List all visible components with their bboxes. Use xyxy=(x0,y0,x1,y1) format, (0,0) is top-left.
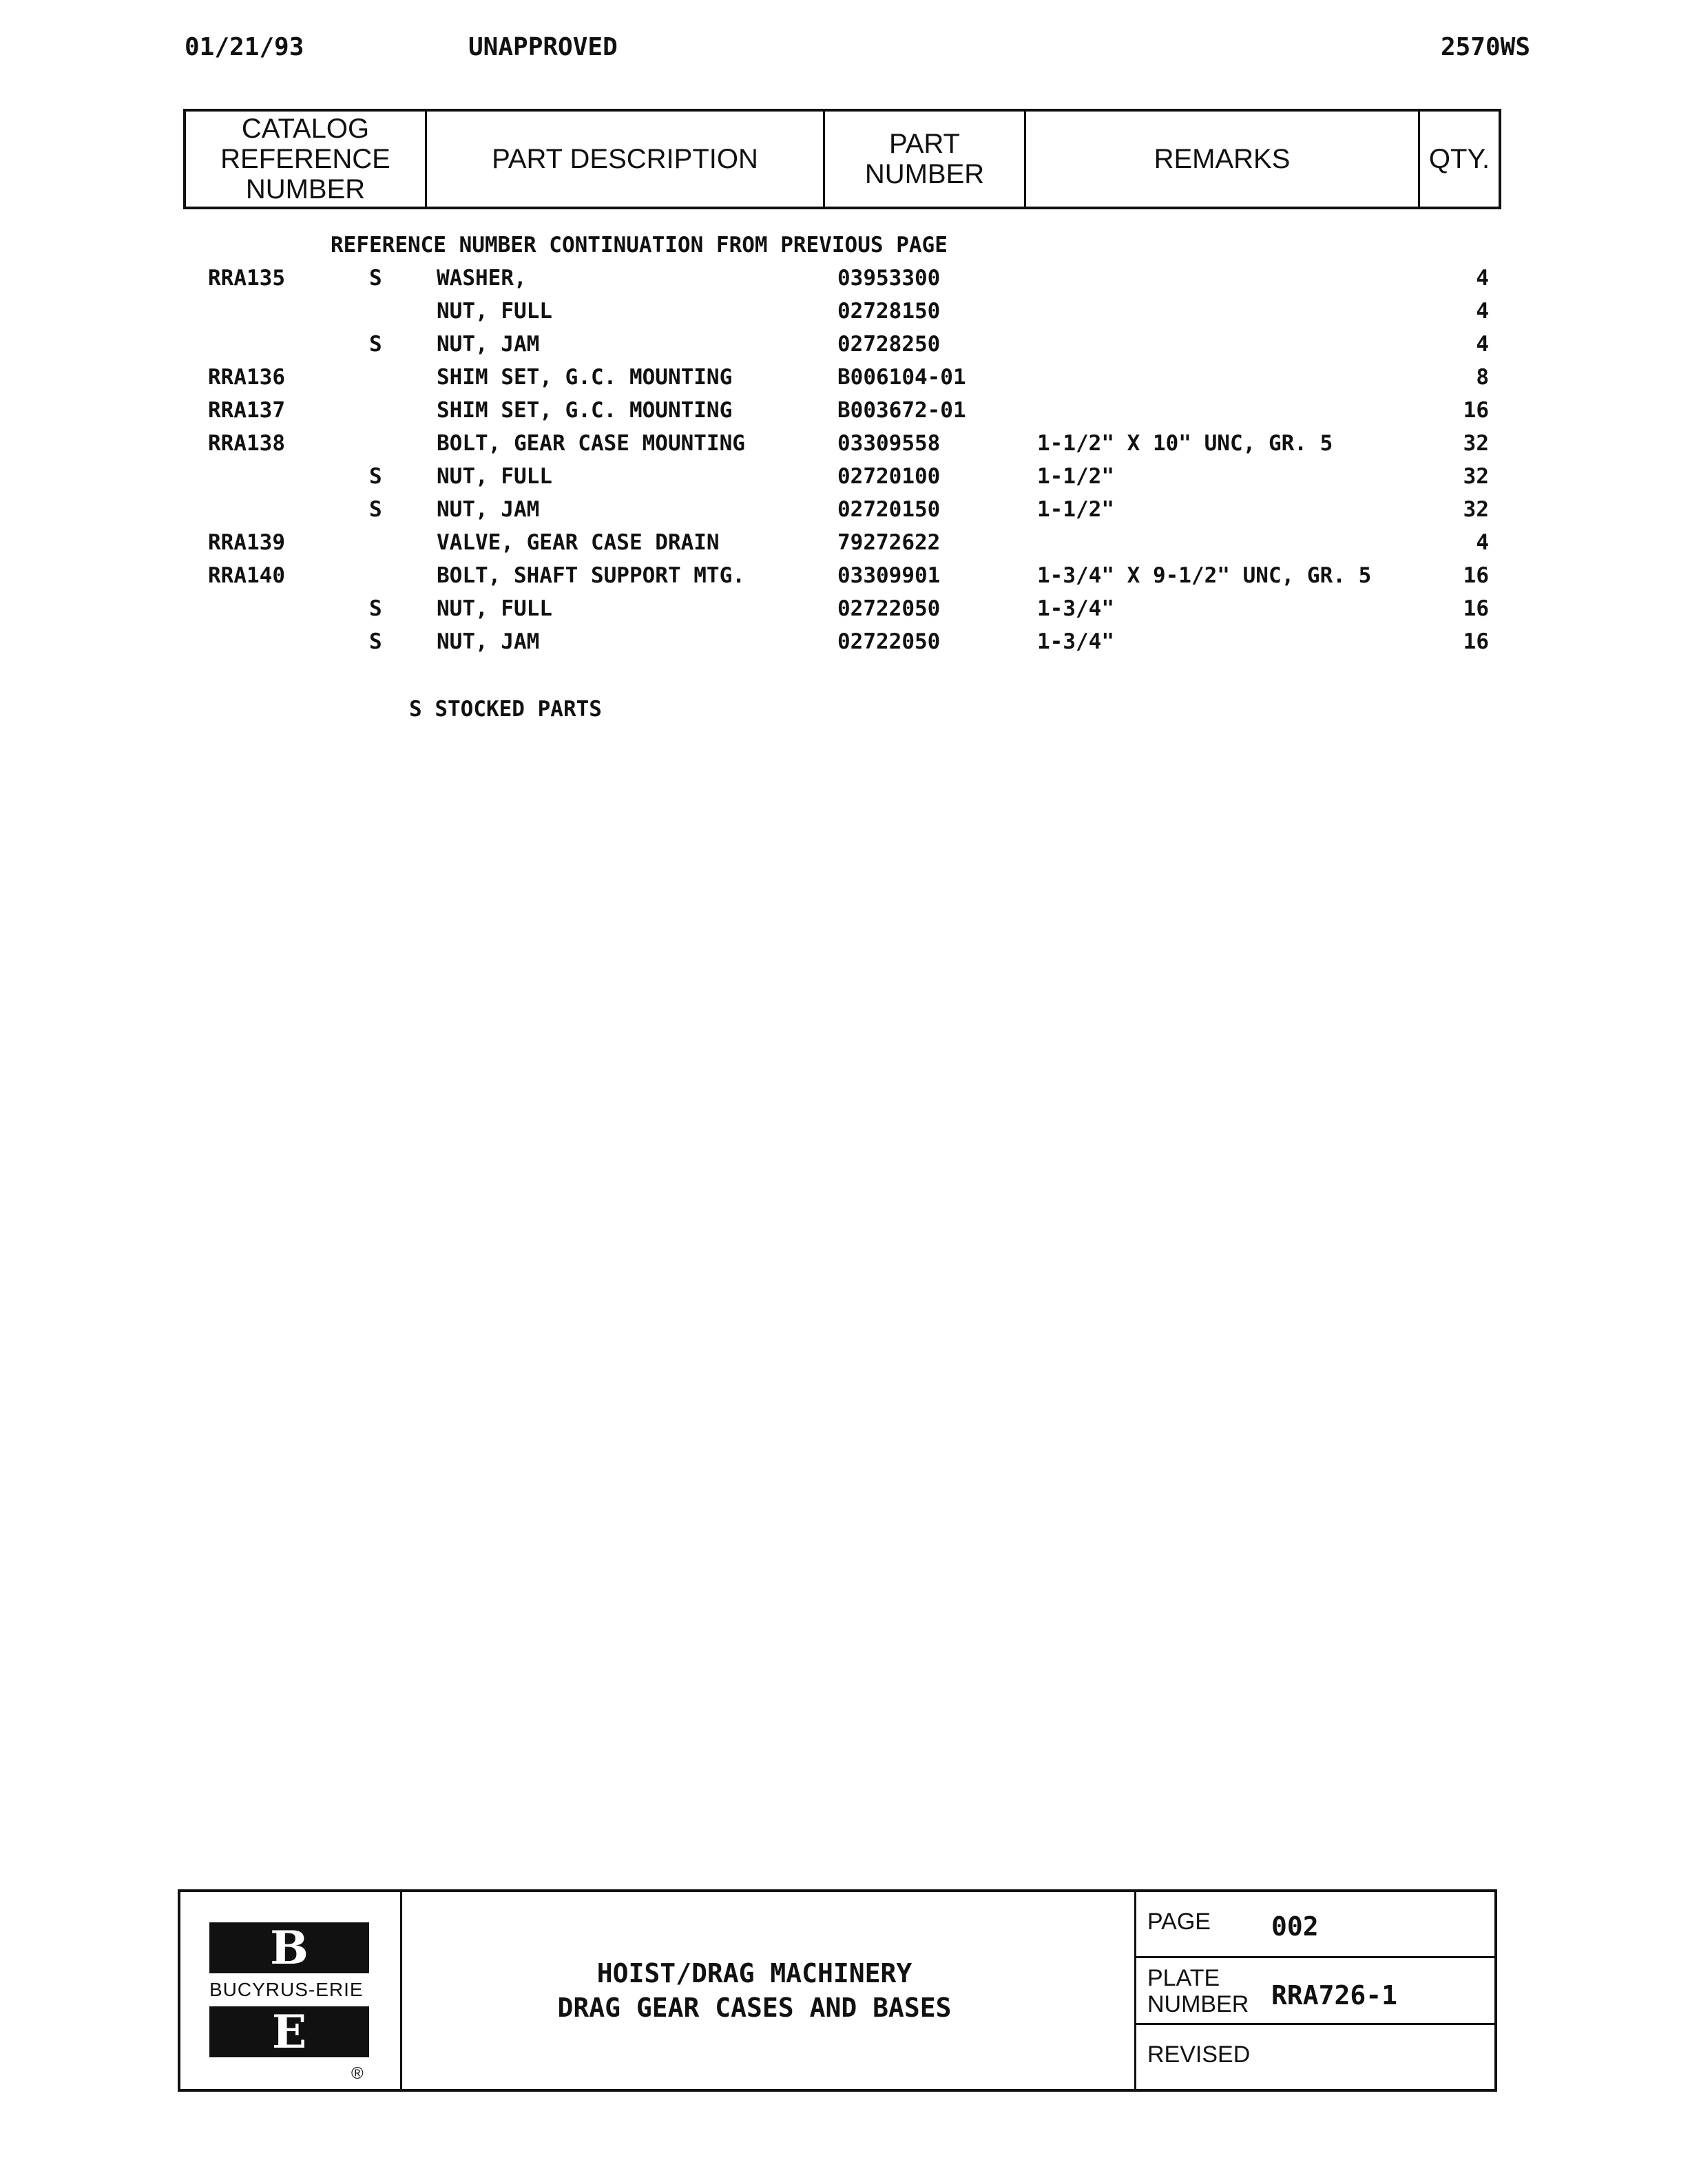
approval-status: UNAPPROVED xyxy=(468,33,618,61)
revised-cell xyxy=(1136,2025,1494,2089)
plate-title xyxy=(402,1892,1136,2089)
document-code: 2570WS xyxy=(1440,33,1530,61)
part-number-cell: 03309558 xyxy=(837,431,941,456)
registered-mark: ® xyxy=(351,2064,364,2083)
logo-letter-e: E xyxy=(209,2006,369,2057)
stocked-flag-cell: S xyxy=(369,266,382,291)
table-row xyxy=(0,299,1690,332)
remarks-cell: 1-3/4" xyxy=(1037,596,1114,621)
qty-cell: 4 xyxy=(1476,266,1489,291)
plate-title-line1: HOIST/DRAG MACHINERY xyxy=(596,1958,912,1988)
part-description-cell: NUT, JAM xyxy=(437,332,540,357)
part-number-cell: 79272622 xyxy=(837,530,941,555)
plate-info xyxy=(1136,1892,1494,2089)
table-row xyxy=(0,431,1690,464)
catalog-ref-cell: RRA136 xyxy=(208,365,285,390)
qty-cell: 4 xyxy=(1476,332,1489,357)
stocked-flag-cell: S xyxy=(369,464,382,489)
qty-cell: 16 xyxy=(1463,398,1489,423)
page-date: 01/21/93 xyxy=(185,33,304,61)
table-row xyxy=(0,464,1690,497)
qty-cell: 32 xyxy=(1463,431,1489,456)
catalog-ref-cell: RRA137 xyxy=(208,398,285,423)
part-number-cell: 03309901 xyxy=(837,563,941,588)
part-number-cell: 02728250 xyxy=(837,332,941,357)
part-description-cell: NUT, FULL xyxy=(437,464,552,489)
stocked-flag-cell: S xyxy=(369,497,382,522)
catalog-ref-cell: RRA135 xyxy=(208,266,285,291)
remarks-cell: 1-3/4" xyxy=(1037,629,1114,654)
table-row xyxy=(0,563,1690,596)
header-part-description: PART DESCRIPTION xyxy=(427,112,825,207)
part-number-cell: B003672-01 xyxy=(837,398,966,423)
plate-number: RRA726-1 xyxy=(1271,1980,1398,2011)
table-row xyxy=(0,497,1690,530)
logo-letter-b: B xyxy=(209,1922,369,1973)
parts-list xyxy=(0,266,1690,662)
part-description-cell: BOLT, SHAFT SUPPORT MTG. xyxy=(437,563,745,588)
part-description-cell: BOLT, GEAR CASE MOUNTING xyxy=(437,431,745,456)
part-description-cell: VALVE, GEAR CASE DRAIN xyxy=(437,530,720,555)
part-description-cell: WASHER, xyxy=(437,266,527,291)
part-description-cell: NUT, JAM xyxy=(437,629,540,654)
qty-cell: 16 xyxy=(1463,596,1489,621)
qty-cell: 16 xyxy=(1463,563,1489,588)
part-number-cell: 02720150 xyxy=(837,497,941,522)
qty-cell: 8 xyxy=(1476,365,1489,390)
logo-company-name: BUCYRUS-ERIE xyxy=(209,1979,364,2000)
qty-cell: 32 xyxy=(1463,464,1489,489)
header-catalog-reference: CATALOG REFERENCE NUMBER xyxy=(186,112,427,207)
part-number-cell: B006104-01 xyxy=(837,365,966,390)
remarks-cell: 1-1/2" xyxy=(1037,464,1114,489)
page-cell xyxy=(1136,1892,1494,1958)
table-row xyxy=(0,398,1690,431)
part-description-cell: SHIM SET, G.C. MOUNTING xyxy=(437,365,733,390)
remarks-cell: 1-1/2" xyxy=(1037,497,1114,522)
stocked-flag-cell: S xyxy=(369,629,382,654)
remarks-cell: 1-1/2" X 10" UNC, GR. 5 xyxy=(1037,431,1333,456)
revised-label: REVISED xyxy=(1147,2041,1251,2068)
part-description-cell: SHIM SET, G.C. MOUNTING xyxy=(437,398,733,423)
table-row xyxy=(0,266,1690,299)
continuation-note: REFERENCE NUMBER CONTINUATION FROM PREVIOUS PAGE xyxy=(331,233,948,258)
bucyrus-erie-logo xyxy=(180,1892,402,2089)
header-qty: QTY. xyxy=(1428,144,1490,174)
table-header xyxy=(183,109,1501,209)
catalog-ref-cell: RRA138 xyxy=(208,431,285,456)
qty-cell: 32 xyxy=(1463,497,1489,522)
part-number-cell: 03953300 xyxy=(837,266,941,291)
title-block xyxy=(178,1889,1497,2092)
stocked-flag-cell: S xyxy=(369,332,382,357)
plate-number-cell xyxy=(1136,1958,1494,2024)
part-description-cell: NUT, FULL xyxy=(437,596,552,621)
table-row xyxy=(0,332,1690,365)
stocked-flag-cell: S xyxy=(369,596,382,621)
header-part-number: PART NUMBER xyxy=(825,112,1026,207)
part-number-cell: 02728150 xyxy=(837,299,941,324)
page-number: 002 xyxy=(1271,1911,1319,1942)
table-row xyxy=(0,530,1690,563)
page-label: PAGE xyxy=(1147,1909,1211,1935)
qty-cell: 4 xyxy=(1476,299,1489,324)
plate-number-label: PLATE NUMBER xyxy=(1147,1965,1249,2018)
table-row xyxy=(0,596,1690,629)
qty-cell: 4 xyxy=(1476,530,1489,555)
header-remarks: REMARKS xyxy=(1026,112,1420,207)
part-description-cell: NUT, FULL xyxy=(437,299,552,324)
part-number-cell: 02722050 xyxy=(837,629,941,654)
part-number-cell: 02720100 xyxy=(837,464,941,489)
catalog-ref-cell: RRA139 xyxy=(208,530,285,555)
plate-title-line2: DRAG GEAR CASES AND BASES xyxy=(557,1993,952,2023)
table-row xyxy=(0,629,1690,662)
qty-cell: 16 xyxy=(1463,629,1489,654)
table-row xyxy=(0,365,1690,398)
catalog-ref-cell: RRA140 xyxy=(208,563,285,588)
stocked-parts-legend: S STOCKED PARTS xyxy=(409,697,602,722)
remarks-cell: 1-3/4" X 9-1/2" UNC, GR. 5 xyxy=(1037,563,1372,588)
part-description-cell: NUT, JAM xyxy=(437,497,540,522)
part-number-cell: 02722050 xyxy=(837,596,941,621)
